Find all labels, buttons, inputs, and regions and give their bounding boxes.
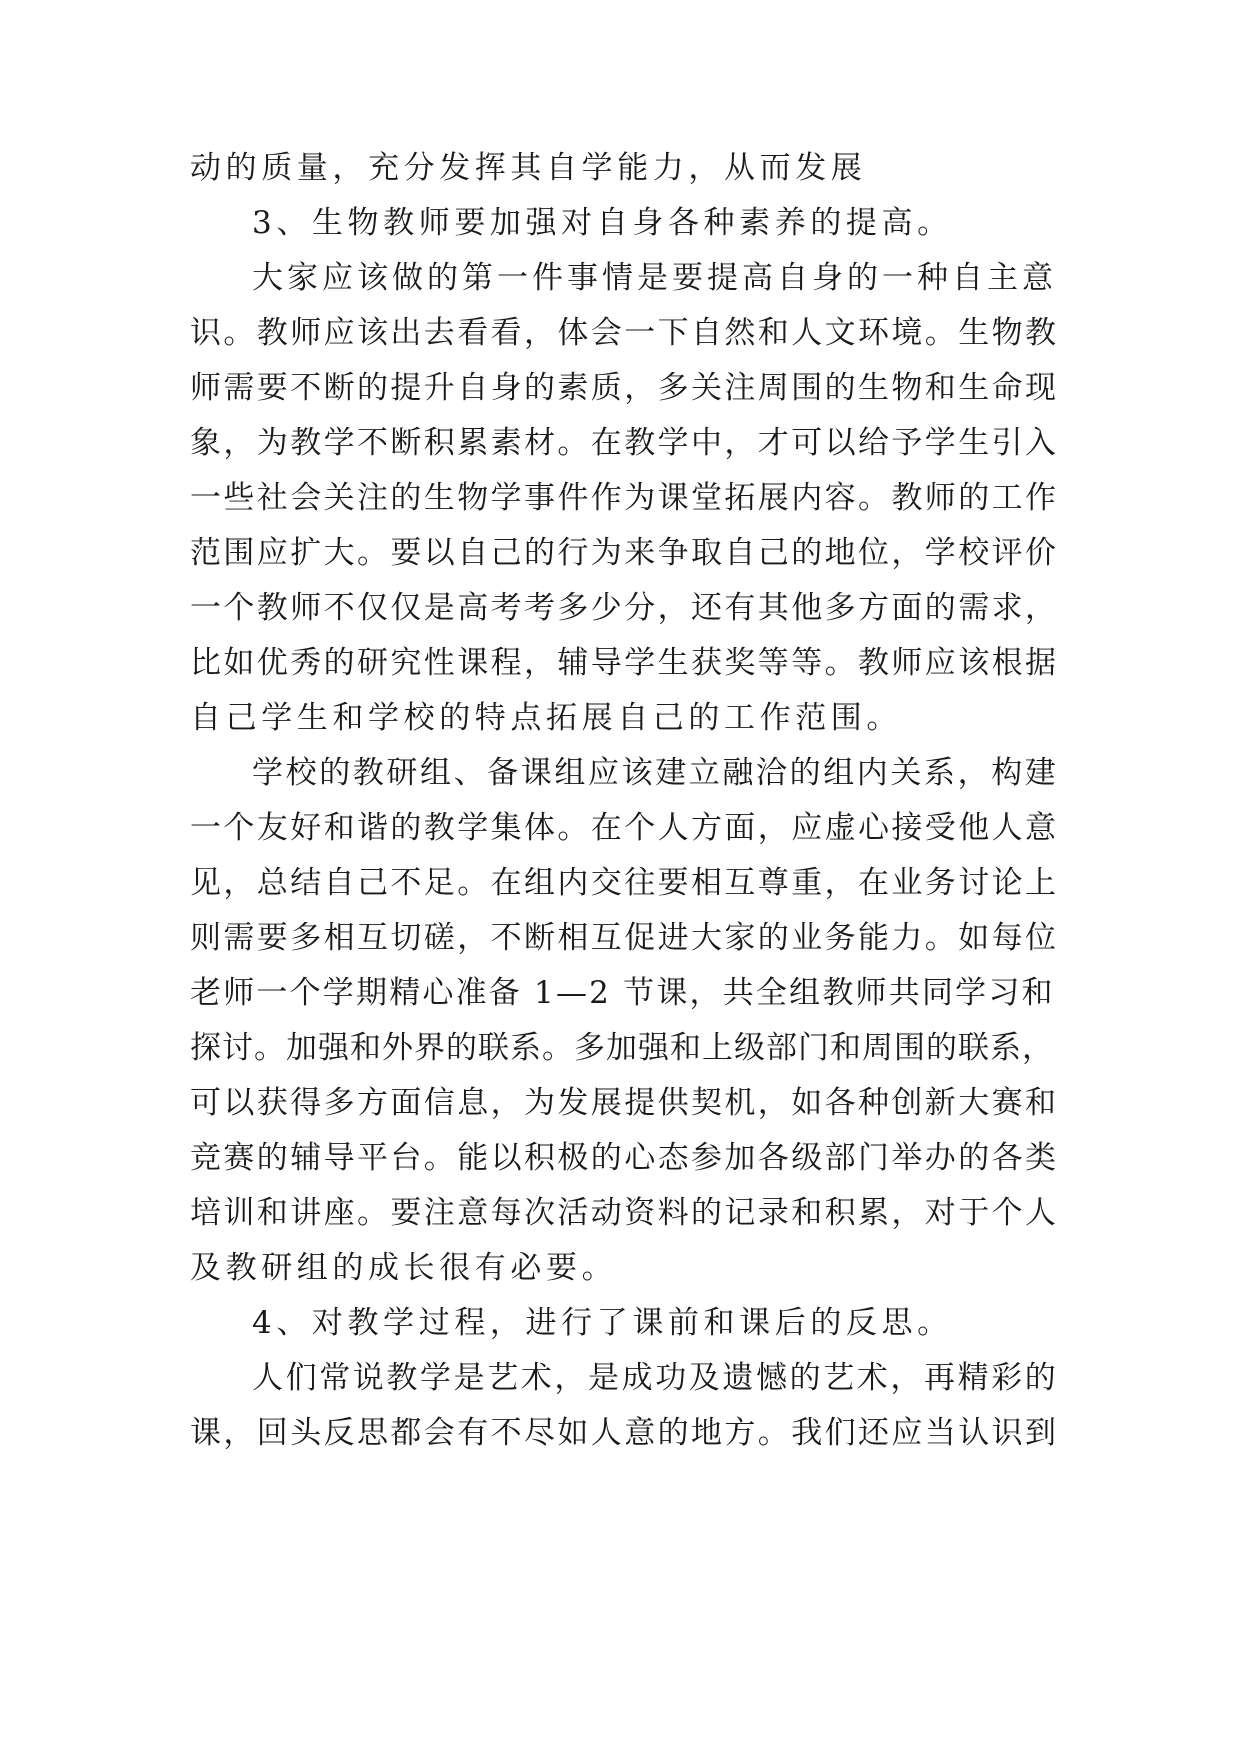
text-line: 及教研组的成长很有必要。 xyxy=(190,1250,618,1286)
text-line: 比如优秀的研究性课程，辅导学生获奖等等。教师应该根据 xyxy=(190,645,1059,681)
text-line: 一个教师不仅仅是高考考多少分，还有其他多方面的需求， xyxy=(190,590,1059,626)
text-line: 则需要多相互切磋，不断相互促进大家的业务能力。如每位 xyxy=(190,920,1059,956)
text-line: 范围应扩大。要以自己的行为来争取自己的地位，学校评价 xyxy=(190,535,1059,571)
text-line: 一些社会关注的生物学事件作为课堂拓展内容。教师的工作 xyxy=(190,480,1059,516)
text-line: 老师一个学期精心准备 1—2 节课，共全组教师共同学习和 xyxy=(190,975,1055,1011)
text-line: 象，为教学不断积累素材。在教学中，才可以给予学生引入 xyxy=(190,425,1059,461)
text-line: 动的质量，充分发挥其自学能力，从而发展 xyxy=(190,150,867,186)
paragraph-start: 大家应该做的第一件事情是要提高自身的一种自主意 xyxy=(252,260,1057,296)
text-line: 一个友好和谐的教学集体。在个人方面，应虚心接受他人意 xyxy=(190,810,1059,846)
text-line: 探讨。加强和外界的联系。多加强和上级部门和周围的联系， xyxy=(190,1030,1054,1066)
section-heading-4: 4、对教学过程，进行了课前和课后的反思。 xyxy=(252,1305,953,1341)
text-line: 自己学生和学校的特点拓展自己的工作范围。 xyxy=(190,700,902,736)
paragraph-start: 学校的教研组、备课组应该建立融洽的组内关系，构建 xyxy=(252,755,1059,791)
text-line: 识。教师应该出去看看，体会一下自然和人文环境。生物教 xyxy=(190,315,1059,351)
paragraph-start: 人们常说教学是艺术，是成功及遗憾的艺术，再精彩的 xyxy=(252,1360,1059,1396)
section-heading-3: 3、生物教师要加强对自身各种素养的提高。 xyxy=(252,205,953,241)
text-line: 竞赛的辅导平台。能以积极的心态参加各级部门举办的各类 xyxy=(190,1140,1059,1176)
text-line: 培训和讲座。要注意每次活动资料的记录和积累，对于个人 xyxy=(190,1195,1059,1231)
text-line: 见，总结自己不足。在组内交往要相互尊重，在业务讨论上 xyxy=(190,865,1059,901)
text-line: 课，回头反思都会有不尽如人意的地方。我们还应当认识到 xyxy=(190,1415,1059,1451)
text-line: 师需要不断的提升自身的素质，多关注周围的生物和生命现 xyxy=(190,370,1059,406)
text-line: 可以获得多方面信息，为发展提供契机，如各种创新大赛和 xyxy=(190,1085,1059,1121)
